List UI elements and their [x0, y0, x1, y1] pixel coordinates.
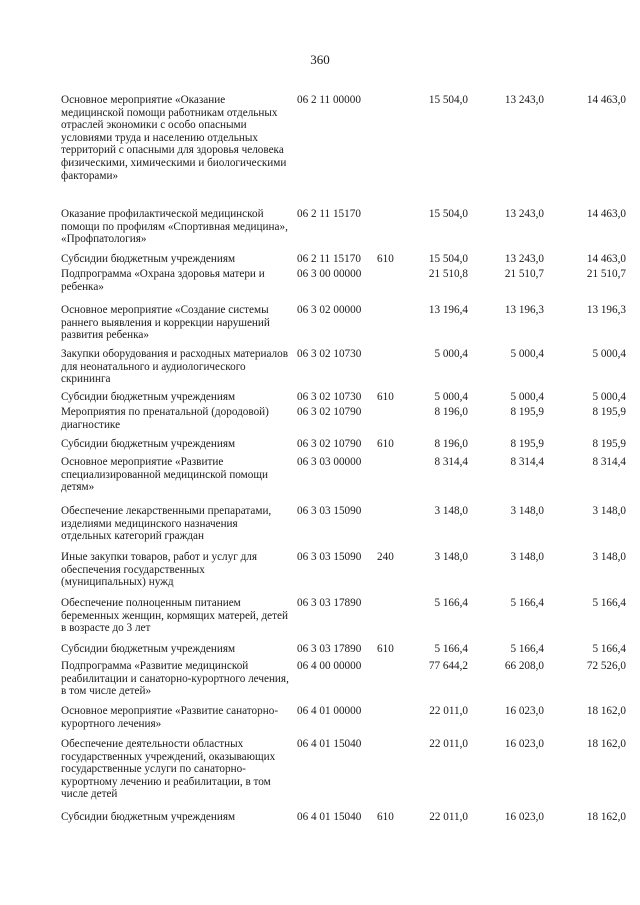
row-value-3: 14 463,0 [586, 94, 626, 106]
row-value-1: 5 000,4 [434, 348, 468, 360]
row-value-3: 13 196,3 [586, 304, 626, 316]
row-code: 06 3 02 10730 [297, 391, 362, 403]
row-name: Субсидии бюджетным учреждениям [61, 811, 236, 823]
row-value-2: 13 196,3 [504, 304, 544, 316]
row-name: Обеспечение лекарственными препаратами, изделиями медицинского назначения отдельных категорий граждан [61, 505, 272, 543]
row-name: Оказание профилактической медицинской помощи по профилям «Спортивная медицина», «Профпатология» [61, 208, 288, 246]
row-value-1: 15 504,0 [428, 253, 468, 265]
row-name: Иные закупки товаров, работ и услуг для обеспечения государственных (муниципальных) нужд [61, 551, 258, 589]
row-value-2: 5 166,4 [510, 643, 544, 655]
row-code: 06 3 02 10730 [297, 348, 362, 360]
row-name: Подпрограмма «Охрана здоровья матери и ребенка» [61, 268, 265, 293]
row-name: Основное мероприятие «Развитие санаторно-курортного лечения» [61, 705, 279, 730]
row-name: Подпрограмма «Развитие медицинской реабилитации и санаторно-курортного лечения, в том числе детей» [61, 660, 289, 698]
row-value-2: 5 000,4 [510, 348, 544, 360]
row-value-3: 5 166,4 [592, 597, 626, 609]
row-vr: 610 [377, 643, 394, 655]
row-name: Обеспечение деятельности областных государственных учреждений, оказывающих государственные услуги по санаторно-курортному лечению и реабилитации, в том числе детей [61, 738, 276, 801]
row-value-3: 18 162,0 [586, 705, 626, 717]
row-name: Основное мероприятие «Оказание медицинской помощи работникам отдельных отраслей экономики с особо опасными условиями труда и населению отдельных территорий с опасными для здоровья человека физическими, химическими и биологическими факторами» [61, 94, 287, 182]
row-value-2: 13 243,0 [504, 94, 544, 106]
row-value-3: 5 000,4 [592, 391, 626, 403]
row-value-1: 22 011,0 [429, 705, 468, 717]
row-value-3: 3 148,0 [592, 551, 626, 563]
row-value-1: 13 196,4 [428, 304, 468, 316]
row-code: 06 3 03 17890 [297, 643, 362, 655]
row-code: 06 2 11 15170 [297, 208, 361, 220]
row-code: 06 4 01 15040 [297, 738, 362, 750]
row-code: 06 3 02 10790 [297, 406, 362, 418]
row-code: 06 2 11 00000 [297, 94, 361, 106]
row-code: 06 4 01 15040 [297, 811, 362, 823]
row-value-1: 8 196,0 [434, 438, 468, 450]
row-name: Субсидии бюджетным учреждениям [61, 253, 236, 265]
page-number: 360 [310, 52, 330, 67]
row-value-2: 16 023,0 [504, 811, 544, 823]
row-name: Обеспечение полноценным питанием беременных женщин, кормящих матерей, детей в возрасте до 3 лет [61, 597, 288, 635]
row-code: 06 3 02 00000 [297, 304, 362, 316]
row-code: 06 3 03 00000 [297, 456, 362, 468]
row-value-1: 15 504,0 [428, 94, 468, 106]
row-value-1: 15 504,0 [428, 208, 468, 220]
row-value-3: 14 463,0 [586, 208, 626, 220]
row-code: 06 2 11 15170 [297, 253, 361, 265]
row-value-1: 5 166,4 [434, 643, 468, 655]
row-value-1: 8 196,0 [434, 406, 468, 418]
row-value-2: 3 148,0 [510, 505, 544, 517]
row-value-3: 3 148,0 [592, 505, 626, 517]
row-value-2: 16 023,0 [504, 705, 544, 717]
row-vr: 610 [377, 438, 394, 450]
row-value-3: 5 000,4 [592, 348, 626, 360]
row-value-2: 13 243,0 [504, 208, 544, 220]
row-value-2: 8 195,9 [510, 406, 544, 418]
row-value-3: 8 195,9 [592, 406, 626, 418]
row-value-3: 18 162,0 [586, 811, 626, 823]
row-value-3: 8 314,4 [592, 456, 626, 468]
row-value-3: 8 195,9 [592, 438, 626, 450]
row-code: 06 3 03 15090 [297, 551, 362, 563]
row-value-3: 5 166,4 [592, 643, 626, 655]
row-value-2: 66 208,0 [504, 660, 544, 672]
row-value-1: 5 000,4 [434, 391, 468, 403]
row-vr: 610 [377, 391, 394, 403]
row-name: Основное мероприятие «Создание системы раннего выявления и коррекции нарушений развития ребенка» [61, 304, 270, 342]
row-value-3: 18 162,0 [586, 738, 626, 750]
row-value-1: 8 314,4 [434, 456, 468, 468]
row-value-2: 21 510,7 [504, 268, 544, 280]
row-value-1: 22 011,0 [429, 811, 468, 823]
row-code: 06 4 01 00000 [297, 705, 362, 717]
row-value-1: 22 011,0 [429, 738, 468, 750]
row-vr: 240 [377, 551, 394, 563]
row-vr: 610 [377, 811, 394, 823]
row-value-2: 5 166,4 [510, 597, 544, 609]
row-value-2: 13 243,0 [504, 253, 544, 265]
row-name: Субсидии бюджетным учреждениям [61, 438, 236, 450]
row-value-1: 77 644,2 [428, 660, 468, 672]
row-value-2: 5 000,4 [510, 391, 544, 403]
row-value-3: 21 510,7 [586, 268, 626, 280]
row-code: 06 3 00 00000 [297, 268, 362, 280]
row-value-3: 14 463,0 [586, 253, 626, 265]
row-value-1: 3 148,0 [434, 551, 468, 563]
row-code: 06 3 02 10790 [297, 438, 362, 450]
row-value-2: 16 023,0 [504, 738, 544, 750]
row-value-1: 21 510,8 [428, 268, 468, 280]
row-code: 06 4 00 00000 [297, 660, 362, 672]
row-value-3: 72 526,0 [586, 660, 626, 672]
row-name: Мероприятия по пренатальной (дородовой) диагностике [61, 406, 269, 431]
row-name: Закупки оборудования и расходных материалов для неонатального и аудиологического скрининга [61, 348, 288, 386]
row-value-1: 5 166,4 [434, 597, 468, 609]
row-value-2: 8 195,9 [510, 438, 544, 450]
row-value-2: 3 148,0 [510, 551, 544, 563]
row-value-2: 8 314,4 [510, 456, 544, 468]
row-value-1: 3 148,0 [434, 505, 468, 517]
row-name: Субсидии бюджетным учреждениям [61, 643, 236, 655]
row-name: Субсидии бюджетным учреждениям [61, 391, 236, 403]
row-code: 06 3 03 15090 [297, 505, 362, 517]
row-vr: 610 [377, 253, 394, 265]
row-code: 06 3 03 17890 [297, 597, 362, 609]
row-name: Основное мероприятие «Развитие специализированной медицинской помощи детям» [61, 456, 268, 494]
